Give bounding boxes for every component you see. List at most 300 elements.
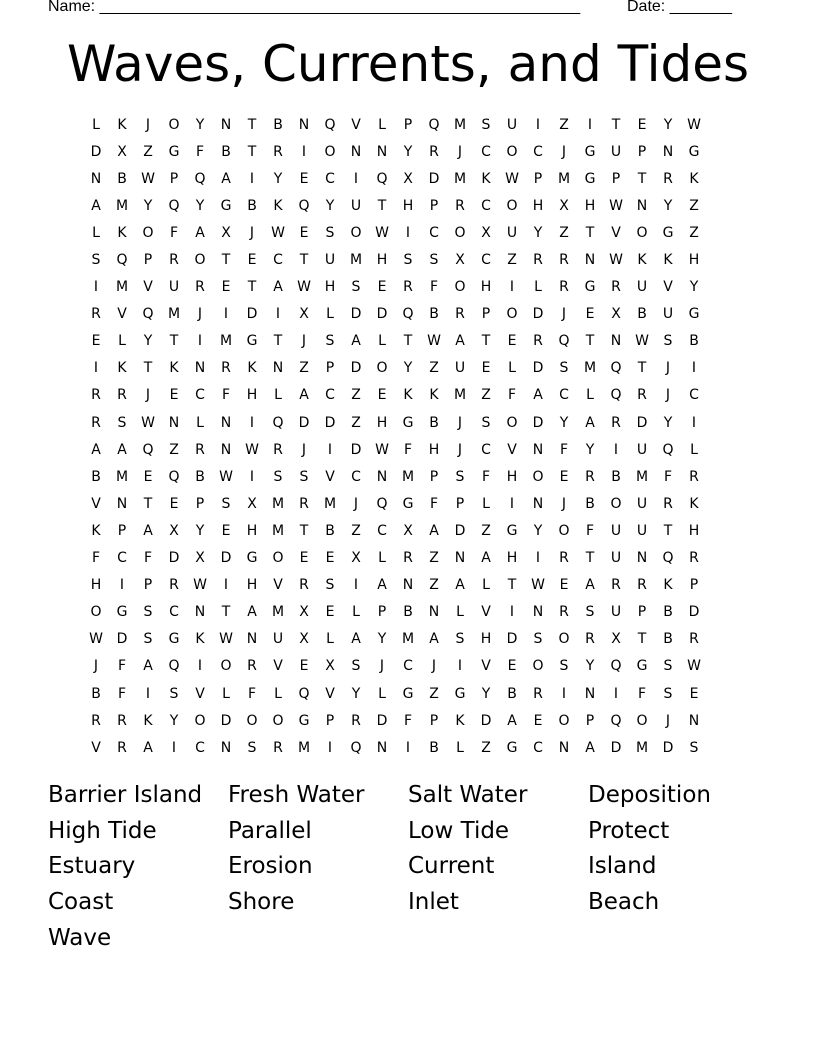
grid-letter: J — [561, 306, 567, 323]
grid-letter: Y — [377, 631, 387, 648]
grid-letter: T — [585, 333, 595, 350]
grid-letter: Q — [298, 685, 310, 702]
grid-letter: N — [220, 739, 232, 756]
grid-letter: X — [455, 252, 465, 269]
grid-letter: M — [583, 360, 597, 377]
grid-letter: I — [561, 685, 567, 702]
grid-letter: F — [221, 387, 231, 404]
grid-letter: S — [559, 658, 569, 675]
grid-letter: C — [273, 252, 283, 269]
grid-row — [83, 138, 733, 165]
grid-letter: B — [429, 739, 439, 756]
grid-letter: V — [273, 658, 283, 675]
grid-letter: F — [559, 441, 569, 458]
word-bank-item: Low Tide — [408, 817, 510, 844]
grid-letter: I — [249, 468, 255, 485]
grid-letter: W — [687, 658, 701, 675]
grid-letter: D — [220, 550, 232, 567]
grid-letter: R — [91, 414, 101, 431]
grid-letter: X — [559, 197, 569, 214]
grid-letter: V — [195, 685, 205, 702]
grid-letter: A — [585, 414, 595, 431]
grid-letter: E — [143, 468, 153, 485]
grid-letter: J — [665, 387, 671, 404]
grid-letter: Z — [429, 577, 439, 594]
grid-letter: V — [611, 224, 621, 241]
grid-letter: T — [221, 252, 231, 269]
grid-letter: R — [611, 577, 621, 594]
grid-letter: U — [272, 631, 284, 648]
grid-letter: D — [532, 414, 544, 431]
grid-row — [83, 490, 733, 517]
grid-letter: O — [454, 279, 466, 296]
grid-letter: W — [271, 224, 285, 241]
grid-letter: E — [299, 224, 309, 241]
grid-letter: I — [353, 577, 359, 594]
grid-letter: W — [427, 333, 441, 350]
grid-letter: C — [325, 170, 335, 187]
grid-letter: L — [482, 577, 490, 594]
grid-letter: T — [169, 333, 179, 350]
grid-letter: F — [429, 279, 439, 296]
grid-letter: V — [325, 468, 335, 485]
grid-letter: C — [481, 143, 491, 160]
grid-letter: G — [246, 333, 258, 350]
grid-letter: Q — [142, 441, 154, 458]
grid-letter: D — [350, 441, 362, 458]
grid-letter: T — [377, 197, 387, 214]
grid-letter: A — [195, 224, 205, 241]
grid-letter: B — [689, 333, 699, 350]
grid-letter: D — [532, 306, 544, 323]
grid-letter: J — [353, 495, 359, 512]
grid-letter: G — [506, 522, 518, 539]
grid-letter: Q — [298, 197, 310, 214]
grid-letter: S — [663, 685, 673, 702]
grid-letter: L — [586, 387, 594, 404]
grid-letter: S — [247, 739, 257, 756]
grid-letter: X — [299, 306, 309, 323]
grid-letter: T — [585, 550, 595, 567]
grid-letter: X — [247, 495, 257, 512]
grid-letter: B — [663, 631, 673, 648]
grid-letter: Q — [324, 116, 336, 133]
grid-letter: R — [533, 333, 543, 350]
grid-letter: F — [91, 550, 101, 567]
grid-row — [83, 246, 733, 273]
grid-letter: U — [454, 360, 466, 377]
grid-row — [83, 355, 733, 382]
grid-letter: X — [403, 170, 413, 187]
grid-letter: I — [93, 279, 99, 296]
grid-letter: V — [507, 441, 517, 458]
grid-letter: C — [533, 143, 543, 160]
grid-row — [83, 328, 733, 355]
grid-letter: O — [506, 306, 518, 323]
grid-letter: G — [402, 495, 414, 512]
grid-letter: X — [117, 143, 127, 160]
grid-letter: Q — [168, 658, 180, 675]
grid-letter: F — [403, 441, 413, 458]
grid-letter: R — [273, 143, 283, 160]
grid-letter: N — [610, 333, 622, 350]
grid-letter: I — [249, 170, 255, 187]
grid-letter: C — [481, 441, 491, 458]
grid-letter: G — [454, 685, 466, 702]
grid-letter: Q — [662, 441, 674, 458]
grid-letter: L — [508, 360, 516, 377]
grid-letter: N — [272, 360, 284, 377]
grid-letter: O — [636, 712, 648, 729]
grid-letter: S — [455, 468, 465, 485]
grid-letter: F — [663, 468, 673, 485]
word-bank-item: Erosion — [228, 853, 313, 880]
grid-letter: I — [535, 550, 541, 567]
grid-letter: T — [273, 333, 283, 350]
word-bank-item: Beach — [588, 889, 660, 916]
grid-letter: S — [689, 739, 699, 756]
grid-letter: F — [169, 224, 179, 241]
grid-letter: N — [532, 441, 544, 458]
grid-letter: S — [663, 658, 673, 675]
grid-letter: A — [429, 522, 439, 539]
grid-letter: D — [376, 306, 388, 323]
grid-letter: U — [636, 441, 648, 458]
grid-letter: I — [275, 306, 281, 323]
grid-letter: L — [378, 333, 386, 350]
word-bank-item: Coast — [48, 889, 114, 916]
grid-letter: J — [665, 712, 671, 729]
grid-letter: Q — [662, 550, 674, 567]
grid-letter: Y — [533, 224, 543, 241]
grid-letter: W — [687, 116, 701, 133]
grid-letter: Y — [325, 197, 335, 214]
grid-letter: J — [93, 658, 99, 675]
grid-letter: S — [351, 658, 361, 675]
grid-letter: D — [350, 306, 362, 323]
grid-letter: E — [533, 712, 543, 729]
grid-letter: W — [531, 577, 545, 594]
grid-letter: K — [91, 522, 101, 539]
grid-letter: Y — [169, 712, 179, 729]
grid-letter: W — [375, 441, 389, 458]
grid-letter: A — [221, 170, 231, 187]
grid-letter: O — [272, 550, 284, 567]
grid-letter: O — [90, 604, 102, 621]
grid-letter: R — [533, 685, 543, 702]
grid-letter: R — [299, 495, 309, 512]
grid-letter: P — [637, 143, 647, 160]
grid-letter: H — [402, 197, 414, 214]
grid-letter: Z — [143, 143, 153, 160]
grid-letter: B — [91, 468, 101, 485]
grid-letter: M — [115, 468, 129, 485]
grid-letter: Y — [533, 522, 543, 539]
grid-letter: S — [585, 604, 595, 621]
grid-letter: N — [402, 577, 414, 594]
grid-letter: P — [143, 577, 153, 594]
grid-letter: K — [403, 387, 413, 404]
grid-letter: F — [403, 712, 413, 729]
grid-letter: Z — [689, 197, 699, 214]
grid-letter: I — [197, 333, 203, 350]
grid-letter: L — [456, 604, 464, 621]
grid-letter: P — [689, 577, 699, 594]
word-bank-item: Estuary — [48, 853, 136, 880]
grid-letter: I — [405, 224, 411, 241]
grid-letter: D — [506, 631, 518, 648]
grid-letter: I — [119, 577, 125, 594]
grid-letter: Q — [610, 387, 622, 404]
grid-letter: E — [689, 685, 699, 702]
grid-letter: O — [324, 143, 336, 160]
grid-letter: K — [195, 631, 205, 648]
grid-letter: B — [429, 306, 439, 323]
grid-letter: R — [559, 279, 569, 296]
grid-letter: R — [91, 387, 101, 404]
grid-letter: C — [689, 387, 699, 404]
grid-letter: Y — [195, 197, 205, 214]
grid-letter: M — [271, 495, 285, 512]
grid-letter: I — [509, 495, 515, 512]
grid-letter: D — [90, 143, 102, 160]
grid-letter: K — [117, 116, 127, 133]
grid-letter: S — [351, 279, 361, 296]
grid-letter: P — [481, 306, 491, 323]
grid-letter: I — [327, 441, 333, 458]
grid-letter: A — [117, 441, 127, 458]
grid-letter: A — [299, 387, 309, 404]
grid-letter: Q — [142, 306, 154, 323]
grid-letter: O — [558, 631, 570, 648]
grid-letter: Z — [559, 116, 569, 133]
grid-letter: H — [532, 197, 544, 214]
grid-letter: T — [221, 604, 231, 621]
grid-letter: M — [401, 631, 415, 648]
grid-letter: P — [403, 116, 413, 133]
grid-letter: Z — [481, 522, 491, 539]
grid-letter: B — [195, 468, 205, 485]
grid-letter: A — [585, 739, 595, 756]
grid-letter: Z — [481, 739, 491, 756]
grid-letter: Q — [376, 170, 388, 187]
grid-letter: L — [378, 116, 386, 133]
grid-letter: H — [246, 577, 258, 594]
grid-letter: R — [429, 143, 439, 160]
grid-letter: W — [141, 170, 155, 187]
grid-letter: N — [194, 604, 206, 621]
grid-letter: W — [635, 333, 649, 350]
grid-letter: J — [301, 333, 307, 350]
grid-letter: Y — [689, 279, 699, 296]
grid-row — [83, 274, 733, 301]
grid-letter: N — [298, 116, 310, 133]
grid-letter: D — [662, 739, 674, 756]
grid-letter: H — [584, 197, 596, 214]
grid-letter: Y — [663, 197, 673, 214]
grid-letter: O — [532, 658, 544, 675]
grid-letter: B — [611, 468, 621, 485]
grid-letter: A — [429, 631, 439, 648]
grid-letter: K — [117, 224, 127, 241]
grid-letter: G — [506, 739, 518, 756]
grid-letter: T — [481, 333, 491, 350]
grid-row — [83, 545, 733, 572]
grid-letter: E — [377, 279, 387, 296]
grid-letter: R — [351, 712, 361, 729]
grid-letter: P — [611, 170, 621, 187]
grid-letter: Q — [558, 333, 570, 350]
grid-letter: B — [507, 685, 517, 702]
grid-letter: J — [457, 143, 463, 160]
grid-letter: I — [587, 116, 593, 133]
grid-letter: R — [117, 739, 127, 756]
grid-letter: L — [482, 495, 490, 512]
grid-letter: N — [558, 739, 570, 756]
grid-letter: E — [507, 658, 517, 675]
grid-letter: B — [429, 414, 439, 431]
grid-letter: D — [246, 306, 258, 323]
grid-letter: C — [377, 522, 387, 539]
grid-letter: F — [117, 685, 127, 702]
grid-letter: E — [507, 333, 517, 350]
grid-letter: Y — [663, 116, 673, 133]
grid-letter: L — [378, 685, 386, 702]
grid-letter: P — [585, 712, 595, 729]
grid-letter: S — [325, 224, 335, 241]
grid-letter: R — [247, 658, 257, 675]
grid-letter: B — [273, 116, 283, 133]
grid-letter: M — [271, 604, 285, 621]
word-bank-item: Protect — [588, 817, 670, 844]
grid-letter: A — [143, 658, 153, 675]
grid-letter: Q — [168, 197, 180, 214]
grid-letter: G — [688, 306, 700, 323]
grid-letter: Q — [376, 495, 388, 512]
grid-letter: G — [402, 685, 414, 702]
grid-letter: A — [273, 279, 283, 296]
grid-letter: U — [636, 495, 648, 512]
grid-letter: R — [273, 739, 283, 756]
grid-letter: Z — [507, 252, 517, 269]
grid-letter: Z — [559, 224, 569, 241]
grid-letter: J — [379, 658, 385, 675]
grid-letter: Y — [585, 658, 595, 675]
grid-letter: R — [195, 441, 205, 458]
grid-letter: P — [455, 495, 465, 512]
grid-letter: J — [561, 143, 567, 160]
grid-letter: D — [454, 522, 466, 539]
grid-letter: W — [609, 252, 623, 269]
grid-letter: X — [351, 550, 361, 567]
grid-letter: P — [377, 604, 387, 621]
grid-letter: E — [481, 360, 491, 377]
grid-letter: R — [559, 252, 569, 269]
grid-letter: R — [637, 577, 647, 594]
grid-letter: M — [635, 739, 649, 756]
grid-letter: K — [481, 170, 491, 187]
grid-letter: N — [220, 441, 232, 458]
grid-letter: E — [299, 550, 309, 567]
grid-letter: N — [454, 550, 466, 567]
grid-letter: I — [509, 604, 515, 621]
grid-letter: X — [403, 522, 413, 539]
grid-letter: A — [585, 577, 595, 594]
grid-letter: T — [611, 116, 621, 133]
grid-letter: O — [636, 224, 648, 241]
grid-letter: Q — [428, 116, 440, 133]
grid-row — [83, 409, 733, 436]
grid-row — [83, 301, 733, 328]
grid-letter: U — [610, 522, 622, 539]
grid-letter: Y — [143, 197, 153, 214]
grid-letter: O — [454, 224, 466, 241]
date-field-label: Date: _______ — [627, 0, 732, 15]
grid-letter: C — [351, 468, 361, 485]
grid-letter: N — [428, 604, 440, 621]
grid-letter: K — [455, 712, 465, 729]
grid-letter: T — [637, 170, 647, 187]
grid-letter: F — [143, 550, 153, 567]
grid-letter: D — [168, 550, 180, 567]
grid-letter: X — [221, 224, 231, 241]
grid-letter: R — [533, 252, 543, 269]
grid-letter: C — [429, 224, 439, 241]
grid-letter: H — [506, 468, 518, 485]
grid-letter: L — [456, 739, 464, 756]
word-bank-item: Wave — [48, 924, 112, 951]
grid-letter: K — [663, 577, 673, 594]
grid-letter: O — [272, 712, 284, 729]
grid-letter: R — [403, 279, 413, 296]
grid-letter: D — [480, 712, 492, 729]
word-bank-item: Current — [408, 853, 495, 880]
grid-row — [83, 111, 733, 138]
grid-letter: Z — [689, 224, 699, 241]
grid-letter: E — [169, 387, 179, 404]
grid-letter: L — [378, 550, 386, 567]
grid-letter: N — [220, 116, 232, 133]
grid-letter: G — [636, 658, 648, 675]
grid-letter: W — [375, 224, 389, 241]
grid-letter: H — [246, 522, 258, 539]
grid-letter: D — [324, 414, 336, 431]
grid-letter: O — [506, 197, 518, 214]
word-bank-item: Salt Water — [408, 782, 528, 808]
grid-letter: O — [142, 224, 154, 241]
grid-letter: Z — [351, 387, 361, 404]
word-bank-item: Barrier Island — [48, 782, 203, 808]
grid-letter: J — [197, 306, 203, 323]
grid-letter: E — [585, 306, 595, 323]
grid-row — [83, 192, 733, 219]
grid-letter: A — [143, 522, 153, 539]
grid-letter: K — [663, 252, 673, 269]
grid-letter: C — [481, 252, 491, 269]
grid-letter: X — [299, 604, 309, 621]
grid-letter: Q — [350, 739, 362, 756]
grid-letter: M — [349, 252, 363, 269]
grid-letter: N — [584, 685, 596, 702]
grid-letter: F — [117, 658, 127, 675]
grid-letter: A — [351, 631, 361, 648]
grid-letter: M — [219, 333, 233, 350]
grid-letter: L — [274, 387, 282, 404]
grid-letter: T — [585, 224, 595, 241]
grid-letter: X — [195, 550, 205, 567]
grid-letter: N — [584, 252, 596, 269]
grid-letter: P — [429, 468, 439, 485]
